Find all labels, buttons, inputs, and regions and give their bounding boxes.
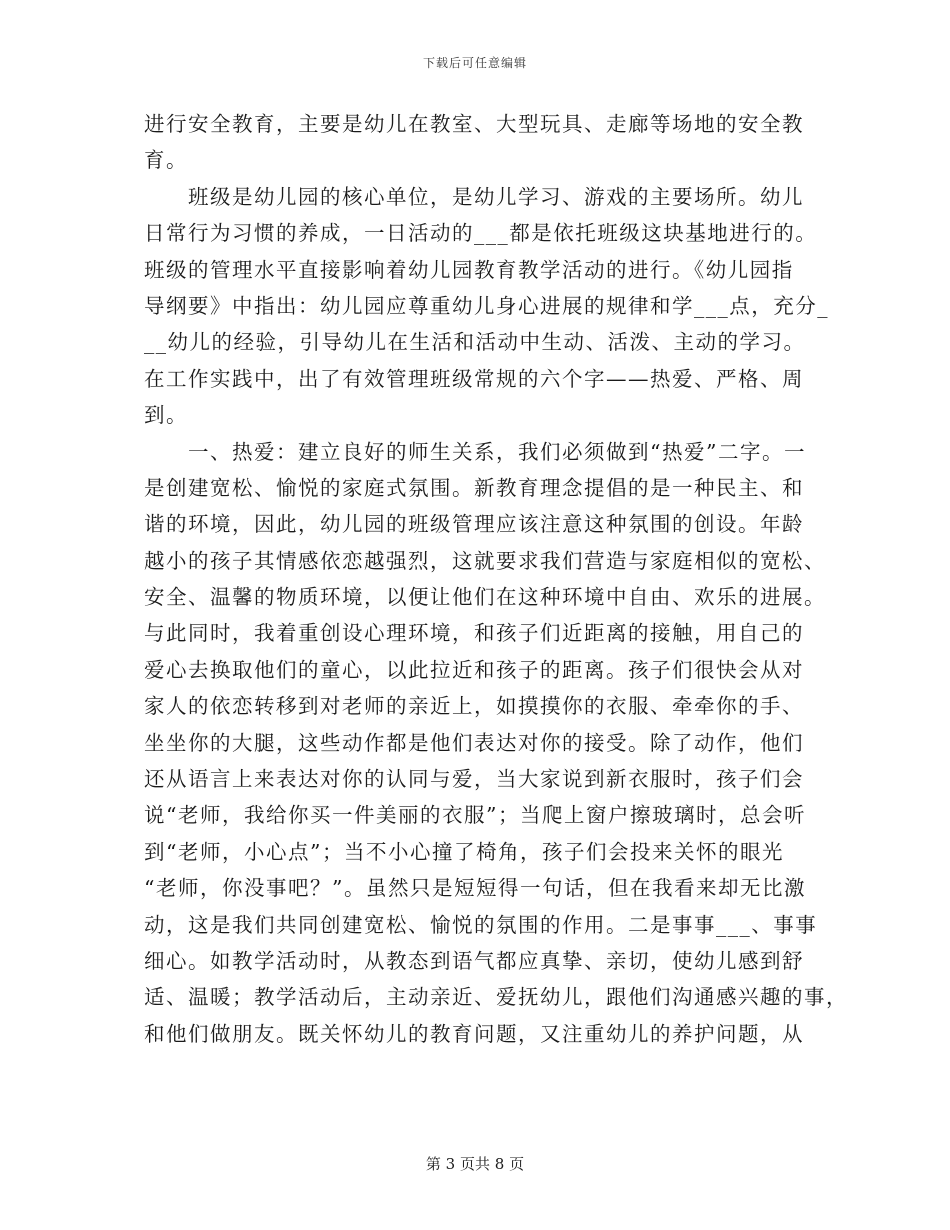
text-line: 和他们做朋友。既关怀幼儿的教育问题，又注重幼儿的养护问题，从 — [144, 1021, 804, 1046]
document-body — [144, 106, 848, 1052]
text-line: 进行安全教育，主要是幼儿在教室、大型玩具、走廊等场地的安全教 — [144, 112, 804, 136]
text-line: 适、温暖；教学活动后，主动亲近、爱抚幼儿，跟他们沟通感兴趣的事， — [144, 985, 848, 1010]
text-line: 在工作实践中，出了有效管理班级常规的六个字——热爱、严格、周 — [144, 366, 804, 391]
text-line: 班级的管理水平直接影响着幼儿园教育教学活动的进行。《幼儿园指 — [144, 257, 794, 282]
text-line: 班级是幼儿园的核心单位，是幼儿学习、游戏的主要场所。幼儿 — [144, 184, 804, 209]
text-line: 越小的孩子其情感依恋越强烈，这就要求我们营造与家庭相似的宽松、 — [144, 548, 826, 573]
text-line: “老师，你没事吧？”。虽然只是短短得一句话，但在我看来却无比激 — [144, 876, 806, 901]
text-line: 谐的环境，因此，幼儿园的班级管理应该注意这种氛围的创设。年龄 — [144, 512, 804, 537]
text-line: 坐坐你的大腿，这些动作都是他们表达对你的接受。除了动作，他们 — [144, 730, 804, 755]
text-line: 到“老师，小心点”；当不小心撞了椅角，孩子们会投来关怀的眼光 — [144, 839, 784, 864]
text-line: 还从语言上来表达对你的认同与爱，当大家说到新衣服时，孩子们会 — [144, 767, 804, 792]
text-line: 与此同时，我着重创设心理环境，和孩子们近距离的接触，用自己的 — [144, 621, 804, 646]
text-line: 是创建宽松、愉悦的家庭式氛围。新教育理念提倡的是一种民主、和 — [144, 475, 804, 500]
text-line: 导纲要》中指出：幼儿园应尊重幼儿身心进展的规律和学___点，充分_ — [144, 293, 829, 318]
text-line: 安全、温馨的物质环境，以便让他们在这种环境中自由、欢乐的进展。 — [144, 585, 826, 610]
page-header: 下载后可任意编辑 — [422, 56, 527, 70]
text-line: 日常行为习惯的养成，一日活动的___都是依托班级这块基地进行的。 — [144, 221, 818, 246]
text-line: 育。 — [144, 148, 188, 173]
text-line: 动，这是我们共同创建宽松、愉悦的氛围的作用。二是事事___、事事 — [144, 912, 818, 937]
text-line: __幼儿的经验，引导幼儿在生活和活动中生动、活泼、主动的学习。 — [144, 330, 806, 355]
text-line: 说“老师，我给你买一件美丽的衣服”；当爬上窗户擦玻璃时，总会听 — [144, 803, 806, 828]
text-line: 爱心去换取他们的童心，以此拉近和孩子的距离。孩子们很快会从对 — [144, 657, 804, 682]
page-number: 第 3 页共 8 页 — [425, 1155, 525, 1173]
text-line: 细心。如教学活动时，从教态到语气都应真挚、亲切，使幼儿感到舒 — [144, 948, 804, 973]
text-line: 家人的依恋转移到对老师的亲近上，如摸摸你的衣服、牵牵你的手、 — [144, 694, 804, 719]
text-line: 一、热爱：建立良好的师生关系，我们必须做到“热爱”二字。一 — [144, 439, 806, 464]
text-line: 到。 — [144, 403, 188, 428]
